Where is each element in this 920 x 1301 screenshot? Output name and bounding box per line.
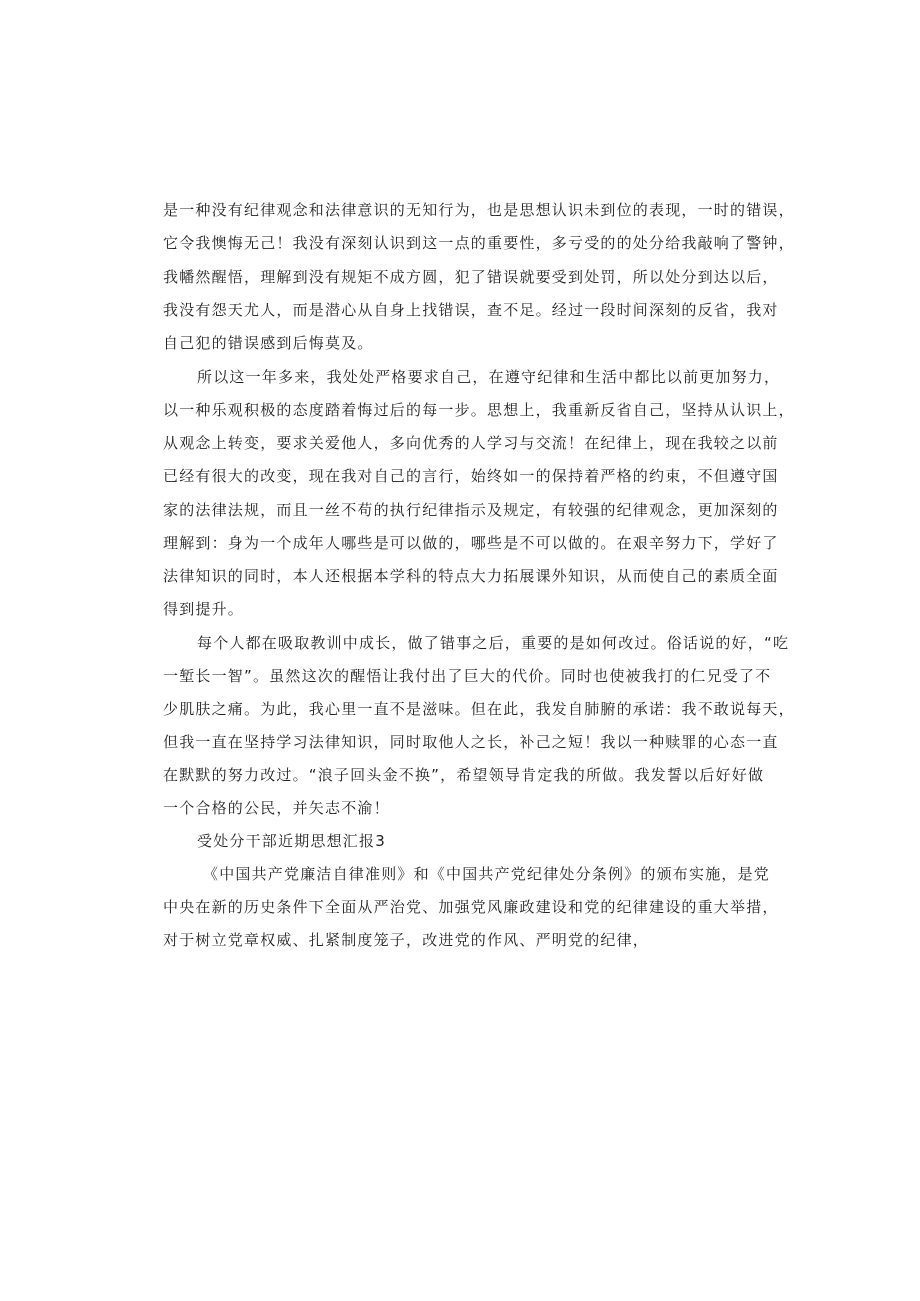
paragraph-2-line-5: 家的法律法规，而且一丝不苟的执行纪律指示及规定，有较强的纪律观念，更加深刻的 bbox=[163, 501, 779, 519]
paragraph-2-line-1: 所以这一年多来，我处处严格要求自己，在遵守纪律和生活中都比以前更加努力， bbox=[197, 368, 781, 386]
paragraph-4-line-1: 《中国共产党廉洁自律准则》和《中国共产党纪律处分条例》的颁布实施，是党 bbox=[203, 865, 771, 883]
paragraph-4-line-2: 中央在新的历史条件下全面从严治党、加强党风廉政建设和党的纪律建设的重大举措， bbox=[163, 898, 779, 916]
paragraph-3-line-6: 一个合格的公民，并矢志不渝！ bbox=[163, 799, 390, 817]
paragraph-2-line-6: 理解到：身为一个成年人哪些是可以做的，哪些是不可以做的。在艰辛努力下，学好了 bbox=[163, 534, 779, 552]
paragraph-4-line-3: 对于树立党章权威、扎紧制度笼子，改进党的作风、严明党的纪律， bbox=[163, 931, 650, 949]
paragraph-3-line-3: 少肌肤之痛。为此，我心里一直不是滋味。但在此，我发自肺腑的承诺：我不敢说每天， bbox=[163, 700, 795, 718]
paragraph-3-line-2: 一堑长一智”。虽然这次的醒悟让我付出了巨大的代价。同时也使被我打的仁兄受了不 bbox=[163, 667, 772, 685]
paragraph-1-line-5: 自己犯的错误感到后悔莫及。 bbox=[163, 334, 374, 352]
paragraph-1-line-3: 我幡然醒悟，理解到没有规矩不成方圆，犯了错误就要受到处罚，所以处分到达以后， bbox=[163, 268, 779, 286]
section-heading: 受处分干部近期思想汇报3 bbox=[197, 832, 386, 850]
paragraph-2-line-7: 法律知识的同时，本人还根据本学科的特点大力拓展课外知识，从而使自己的素质全面 bbox=[163, 567, 779, 585]
paragraph-1-line-4: 我没有怨天尤人，而是潜心从自身上找错误，查不足。经过一段时间深刻的反省，我对 bbox=[163, 301, 779, 319]
paragraph-3-line-4: 但我一直在坚持学习法律知识，同时取他人之长，补己之短！我以一种赎罪的心态一直 bbox=[163, 733, 779, 751]
paragraph-3-line-1: 每个人都在吸取教训中成长，做了错事之后，重要的是如何改过。俗话说的好，“吃 bbox=[197, 634, 790, 652]
paragraph-1-line-2: 它令我懊悔无己！我没有深刻认识到这一点的重要性，多亏受的的处分给我敲响了警钟， bbox=[163, 234, 795, 252]
paragraph-1-line-1: 是一种没有纪律观念和法律意识的无知行为，也是思想认识未到位的表现，一时的错误， bbox=[163, 201, 795, 219]
paragraph-2-line-2: 以一种乐观积极的态度踏着悔过后的每一步。思想上，我重新反省自己，坚持从认识上， bbox=[163, 401, 795, 419]
paragraph-2-line-3: 从观念上转变，要求关爱他人，多向优秀的人学习与交流！在纪律上，现在我较之以前 bbox=[163, 434, 779, 452]
paragraph-2-line-8: 得到提升。 bbox=[163, 600, 245, 618]
paragraph-3-line-5: 在默默的努力改过。“浪子回头金不换”，希望领导肯定我的所做。我发誓以后好好做 bbox=[163, 766, 765, 784]
paragraph-2-line-4: 已经有很大的改变，现在我对自己的言行，始终如一的保持着严格的约束，不但遵守国 bbox=[163, 467, 779, 485]
